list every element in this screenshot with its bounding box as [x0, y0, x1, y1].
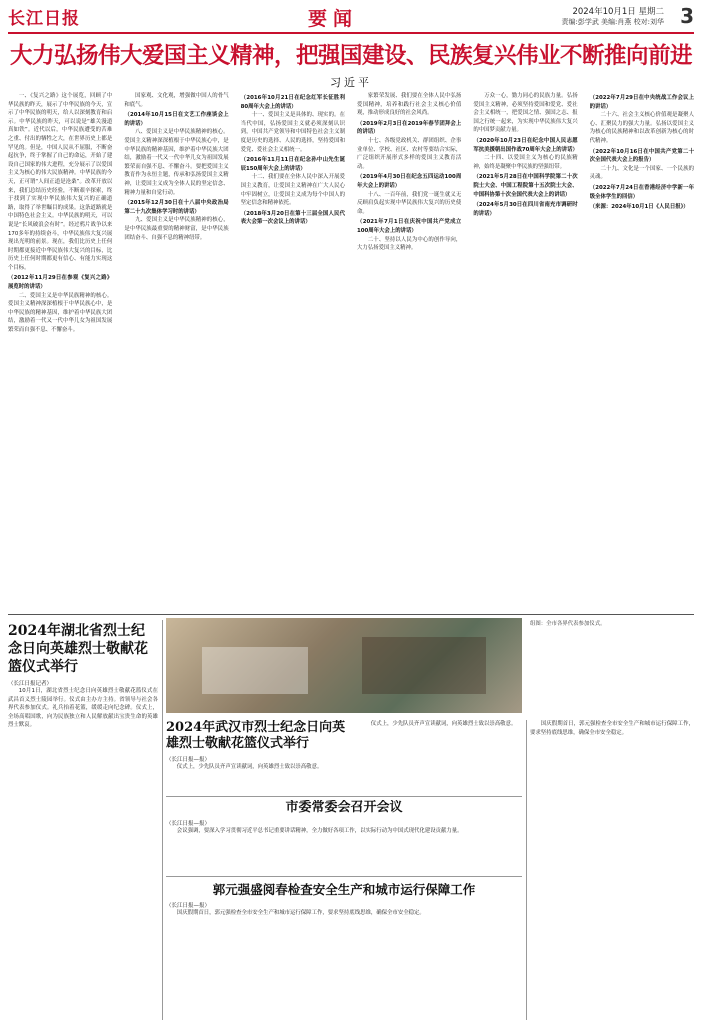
article-paragraph: 九、爱国主义是中华民族精神的核心，是中华民族最重要的精神财富，是中华民族团结奋斗、自强不息的精神纽带。	[124, 217, 229, 241]
story-source: （长江日报—报）	[166, 757, 211, 763]
article-column	[8, 92, 112, 612]
article-paragraph: 十七、各级党政机关、群团组织、企事业单位、学校、社区、农村等要结合实际，广泛组织开展形式多样的爱国主义教育活动。	[357, 137, 462, 170]
story-divider	[166, 796, 522, 797]
masthead	[8, 4, 694, 32]
photo-figure	[362, 637, 487, 694]
story-divider	[166, 876, 522, 877]
story-text: 国庆假期首日，郭元强检查全市安全生产和城市运行保障工作，要求坚持底线思维，确保全市安全稳定。	[176, 910, 425, 916]
article-paragraph: 八、爱国主义是中华民族精神的核心。爱国主义精神深深植根于中华民族心中，是中华民族的精神基因，维护着中华民族大团结，激励着一代又一代中华儿女为祖国发展繁荣而自强不息、不懈奋斗。要把爱国主义教育作为永恒主题，传承和弘扬爱国主义精神，让爱国主义成为全体人民的坚定信念、精神力量和自觉行动。	[124, 129, 229, 196]
section-divider	[8, 614, 694, 615]
article-paragraph: 二十、坚持以人民为中心的创作导向，大力弘扬爱国主义精神。	[357, 236, 462, 252]
section-subheading: （2021年7月1日在庆祝中国共产党成立100周年大会上的讲话）	[357, 219, 462, 234]
author-byline: 习近平	[330, 76, 372, 89]
article-paragraph: 十一、爱国主义是具体的、现实的。在当代中国，弘扬爱国主义就必须深刻认识到，中国共产党领导和中国特色社会主义制度是历史的选择、人民的选择，坚持爱国和爱党、爱社会主义相统一。	[240, 112, 345, 153]
article-paragraph: 家繁荣发展、我们要在全体人民中弘扬爱国精神，培养和践行社会主义核心价值观，推动形成良好的社会风尚。	[357, 93, 462, 117]
section-subheading: （2019年2月3日在2019年春节团拜会上的讲话）	[357, 120, 462, 136]
section-subheading: （2014年10月15日在文艺工作座谈会上的讲话）	[124, 112, 229, 127]
newspaper-logo: 长江日报	[8, 9, 80, 29]
photo-figure	[202, 647, 309, 695]
section-subheading: （2015年12月30日在十八届中央政治局第二十九次集体学习时的讲话）	[124, 200, 229, 215]
section-subheading: （2016年11月11日在纪念孙中山先生诞辰150周年大会上的讲话）	[240, 157, 345, 172]
story-title: 郭元强盛阅春检查安全生产和城市运行保障工作	[212, 882, 476, 897]
story-wuhan-flower-ceremony	[166, 720, 354, 790]
news-photo	[166, 618, 522, 713]
section-subheading: （2019年4月30日在纪念五四运动100周年大会上的讲话）	[357, 174, 462, 189]
story-title: 市委常委会召开会议	[285, 800, 403, 815]
story-title: 2024年武汉市烈士纪念日向英雄烈士敬献花篮仪式举行	[166, 720, 346, 751]
issue-date: 2024年10月1日 星期二	[572, 7, 664, 17]
main-headline: 大力弘扬伟大爱国主义精神，把强国建设、民族复兴伟业不断推向前进	[9, 43, 692, 69]
article-column	[357, 92, 461, 612]
section-subheading: （2022年7月24日在香港经济中学新一年级全体学生的回信）	[589, 184, 694, 200]
story-title: 2024年湖北省烈士纪念日向英雄烈士敬献花篮仪式举行	[8, 623, 148, 675]
article-column	[473, 92, 577, 612]
section-subheading: （2022年10月16日在中国共产党第二十次全国代表大会上的报告）	[589, 148, 694, 164]
article-paragraph: 一、《复兴之路》这个展览，回顾了中华民族的昨天，展示了中华民族的今天，宣示了中华民族的明天，给人以深刻教育和启示。中华民族的昨天，可以说是“雄关漫道真如铁”。近代以后，中华民族遭受的苦难之重、付出的牺牲之大，在世界历史上都是罕见的。但是，中国人民从不屈服，不断奋起抗争，终于掌握了自己的命运，开始了建设自己国家的伟大进程，充分展示了以爱国主义为核心的伟大民族精神。中华民族的今天，正可谓“人间正道是沧桑”。改革开放以来，我们总结历史经验，不断艰辛探索，终于找到了实现中华民族伟大复兴的正确道路，取得了举世瞩目的成果。这条道路就是中国特色社会主义。中华民族的明天，可以说是“长风破浪会有时”。经过鸦片战争以来170多年的持续奋斗，中华民族伟大复兴展现出光明的前景。现在，我们比历史上任何时期都更接近中华民族伟大复兴的目标，比历史上任何时期都更有信心、有能力实现这个目标。	[8, 93, 113, 271]
section-title: 要闻	[308, 8, 359, 30]
section-subheading: （2024年5月30日在四川省南充市调研时的讲话）	[473, 202, 578, 217]
story-continuation	[530, 720, 694, 1018]
photo-caption: 组图：全市各界代表参加仪式。	[530, 621, 606, 627]
story-standing-committee	[166, 800, 522, 870]
article-column	[590, 92, 694, 612]
section-subheading: （2022年7月29日在中央统战工作会议上的讲话）	[589, 95, 694, 110]
article-paragraph: 二十六、社会主义核心价值观是凝聚人心、汇聚民力的强大力量。弘扬以爱国主义为核心的民族精神和以改革创新为核心的时代精神。	[589, 112, 694, 144]
article-body	[8, 92, 694, 612]
story-text: 会议强调，要深入学习贯彻习近平总书记重要讲话精神，全力做好各项工作，以实际行动为中国式现代化建设贡献力量。	[176, 828, 463, 834]
article-paragraph: 十二、我们要在全体人民中深入开展爱国主义教育，让爱国主义精神在广大人民心中牢固树立，让爱国主义成为每个中国人的坚定信念和精神依托。	[240, 174, 345, 207]
article-paragraph: 万众一心，勠力同心的民族力量。弘扬爱国主义精神，必须坚持爱国和爱党、爱社会主义相统一，把爱国之情、强国之志、报国之行统一起来，为实现中华民族伟大复兴的中国梦贡献力量。	[473, 93, 578, 134]
story-hubei-flower-ceremony	[8, 622, 158, 1018]
section-subheading: （2018年3月20日在第十三届全国人民代表大会第一次会议上的讲话）	[240, 210, 345, 226]
story-text: 10月1日，湖北省烈士纪念日向英雄烈士敬献花篮仪式在武昌首义烈士陵园举行。仪式由主办方主持。省领导与社会各界代表参加仪式。礼兵抬着花篮，缓缓走向纪念碑。仪式上，全场高唱国歌，向为民族独立和人民解放献出宝贵生命的英雄烈士默哀。	[8, 688, 158, 729]
article-column	[124, 92, 228, 612]
staff-credits: 责编:彭学武 美编:肖燕 校对:刘华	[561, 18, 664, 26]
section-subheading: （来源：2024年10月1日《人民日报》）	[589, 204, 689, 211]
article-paragraph: 国家观、文化观，增强做中国人的骨气和底气。	[124, 93, 229, 108]
story-text: 仪式上，少先队员齐声宣读献词，向英雄烈士致以崇高敬意。	[176, 764, 323, 770]
story-source: （长江日报记者）	[8, 681, 53, 687]
article-paragraph: 二十四、以爱国主义为核心的民族精神，始终是凝聚中华民族的坚强纽带。	[473, 155, 578, 170]
article-paragraph: 十八、一百年前，我们党一诞生就义无反顾肩负起实现中华民族伟大复兴的历史使命。	[357, 191, 462, 215]
story-source: （长江日报—报）	[166, 903, 211, 909]
column-divider	[526, 720, 527, 1020]
section-subheading: （2020年10月23日在纪念中国人民志愿军抗美援朝出国作战70周年大会上的讲话）	[473, 137, 578, 153]
story-source: （长江日报—报）	[166, 821, 211, 827]
column-divider	[162, 620, 163, 1020]
article-column	[241, 92, 345, 612]
page-number: 3	[680, 4, 694, 28]
section-subheading: （2012年11月29日在参观《复兴之路》展览时的讲话）	[8, 275, 113, 291]
story-text: 仪式上，少先队员齐声宣读献词，向英雄烈士致以崇高敬意。	[370, 721, 517, 727]
article-paragraph: 二十九、文化是一个国家、一个民族的灵魂。	[589, 165, 694, 181]
story-text: 国庆假期首日，郭元强检查全市安全生产和城市运行保障工作，要求坚持底线思维，确保全市安全稳定。	[530, 721, 694, 736]
masthead-rule	[8, 32, 694, 34]
section-subheading: （2016年10月21日在纪念红军长征胜利80周年大会上的讲话）	[240, 95, 345, 110]
article-paragraph: 二、爱国主义是中华民族精神的核心。爱国主义精神深深植根于中华民族心中，是中华民族的精神基因，维护着中华民族大团结，激励着一代又一代中华儿女为祖国发展繁荣而自强不息、不懈奋斗。	[8, 292, 113, 334]
section-subheading: （2021年5月28日在中国科学院第二十次院士大会、中国工程院第十五次院士大会、中国科协第十次全国代表大会上的讲话）	[473, 174, 578, 198]
story-safety-inspection	[166, 882, 522, 1018]
